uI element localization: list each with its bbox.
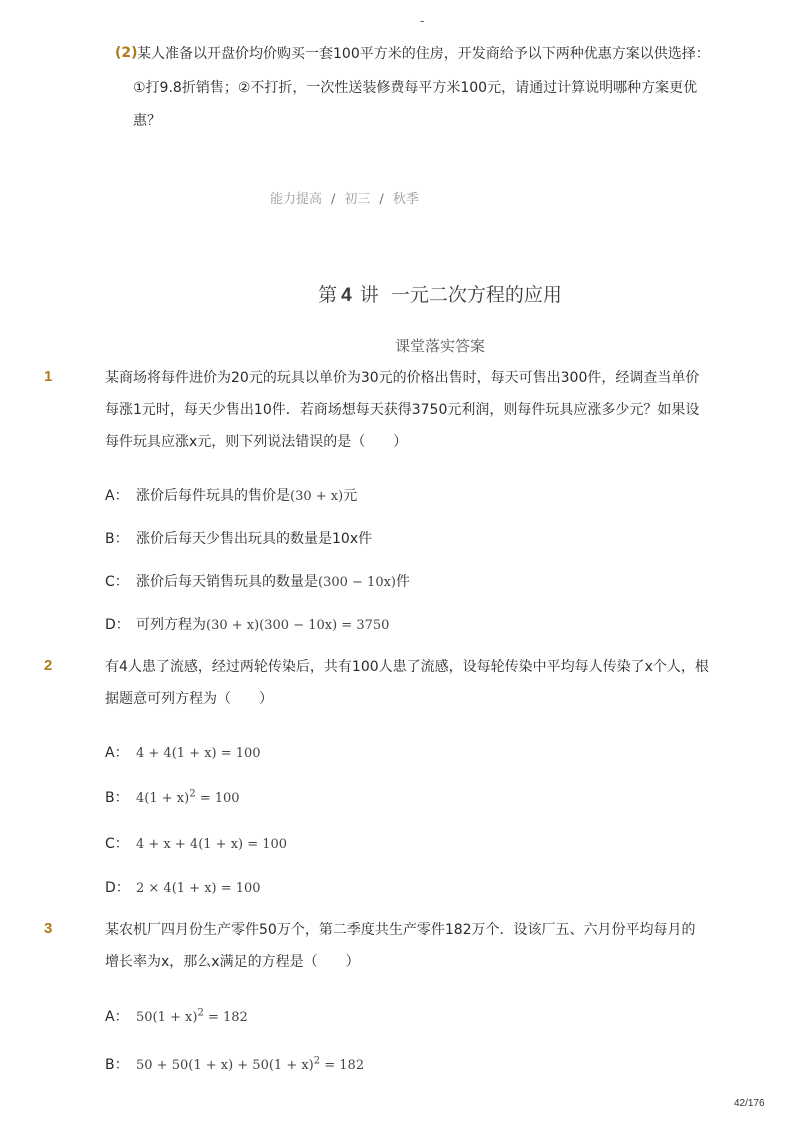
option-c	[105, 833, 287, 853]
page-number: 42/176	[734, 1098, 765, 1109]
option-label: A：	[105, 488, 129, 504]
option-text: 涨价后每天少售出玩具的数量是10x件	[136, 531, 373, 547]
option-math: 4 + x + 4(1 + x) = 100	[136, 837, 288, 852]
question-line: 每涨1元时，每天少售出10件．若商场想每天获得3750元利润，则每件玩具应涨多少元？如果设	[105, 402, 700, 418]
math-part: 50 + 50(1 + x) + 50(1 + x)	[136, 1058, 314, 1073]
option-math: (30 + x)(300 − 10x) = 3750	[206, 618, 390, 633]
option-math	[136, 788, 240, 806]
math-part: = 182	[320, 1058, 365, 1073]
lecture-suffix: 讲	[359, 284, 379, 306]
option-b	[105, 1054, 364, 1074]
breadcrumb-item: 能力提高	[270, 192, 323, 207]
math-exponent: 2	[313, 1055, 321, 1067]
option-math: (30 + x)	[290, 489, 344, 504]
option-c	[105, 571, 410, 591]
question-line: 据题意可列方程为（ ）	[105, 691, 273, 707]
question-text	[105, 914, 725, 978]
option-d	[105, 877, 261, 897]
part-text-line-2: ①打9.8折销售；②不打折，一次性送装修费每平方米100元，请通过计算说明哪种方案更优	[133, 80, 698, 96]
part-text-line-3: 惠？	[133, 113, 161, 129]
option-suffix: 件	[396, 574, 410, 590]
option-b	[105, 787, 240, 807]
option-math	[136, 1055, 365, 1073]
option-label: C：	[105, 574, 129, 590]
question-number: 3	[44, 920, 53, 937]
breadcrumb	[270, 188, 419, 207]
section-subtitle: 课堂落实答案	[394, 337, 485, 355]
option-b	[105, 528, 372, 548]
question-line: 每件玩具应涨x元，则下列说法错误的是（ ）	[105, 434, 408, 450]
breadcrumb-item: 初三	[344, 192, 371, 207]
breadcrumb-separator: /	[379, 192, 384, 207]
part-number: (2)	[115, 45, 138, 61]
lecture-number: 4	[341, 285, 352, 306]
option-a	[105, 742, 261, 762]
option-label: B：	[105, 1057, 129, 1073]
math-part: 50(1 + x)	[136, 1010, 198, 1025]
option-suffix: 元	[343, 488, 358, 504]
lecture-name: 一元二次方程的应用	[390, 284, 562, 306]
option-label: B：	[105, 790, 129, 806]
lecture-prefix: 第	[318, 284, 338, 306]
option-label: A：	[105, 1009, 129, 1025]
option-label: D：	[105, 617, 130, 633]
option-label: A：	[105, 745, 129, 761]
math-part: = 100	[195, 791, 240, 806]
question-number: 1	[44, 368, 53, 385]
option-label: B：	[105, 531, 129, 547]
question-line: 有4人患了流感，经过两轮传染后，共有100人患了流感，设每轮传染中平均每人传染了x个人，根	[105, 659, 709, 675]
option-math	[136, 1007, 248, 1025]
math-part: = 182	[203, 1010, 248, 1025]
top-mark: -	[420, 14, 425, 28]
option-a	[105, 1006, 248, 1026]
option-text: 可列方程为	[136, 617, 206, 633]
breadcrumb-separator: /	[331, 192, 336, 207]
breadcrumb-item: 秋季	[392, 192, 419, 207]
math-exponent: 2	[189, 788, 196, 800]
math-exponent: 2	[197, 1007, 204, 1019]
option-math: 4 + 4(1 + x) = 100	[136, 746, 261, 761]
math-part: 4(1 + x)	[136, 791, 190, 806]
question-text	[105, 651, 725, 715]
option-math: (300 − 10x)	[318, 575, 396, 590]
part-text-line-1: 某人准备以开盘价均价购买一套100平方米的住房，开发商给予以下两种优惠方案以供选择：	[137, 46, 710, 62]
option-d	[105, 614, 389, 634]
option-a	[105, 485, 357, 505]
option-label: C：	[105, 836, 129, 852]
option-math: 2 × 4(1 + x) = 100	[136, 881, 261, 896]
option-text: 涨价后每天销售玩具的数量是	[136, 574, 318, 590]
option-text: 涨价后每件玩具的售价是	[136, 488, 290, 504]
question-text	[105, 362, 725, 458]
question-line: 某商场将每件进价为20元的玩具以单价为30元的价格出售时，每天可售出300件，经调查当单价	[105, 370, 700, 386]
lecture-title	[0, 280, 800, 307]
question-number: 2	[44, 657, 53, 674]
option-label: D：	[105, 880, 130, 896]
question-line: 增长率为x，那么x满足的方程是（ ）	[105, 954, 360, 970]
question-line: 某农机厂四月份生产零件50万个，第二季度共生产零件182万个．设该厂五、六月份平均每月的	[105, 922, 696, 938]
